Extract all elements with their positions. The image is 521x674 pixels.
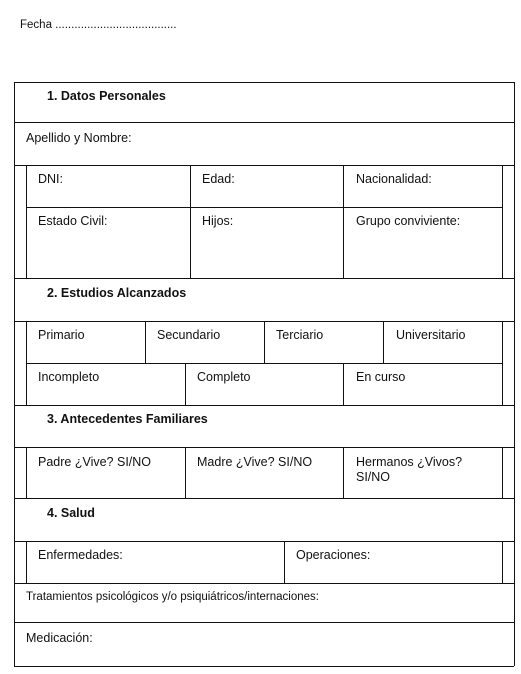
primario-option[interactable]: Primario <box>38 328 85 342</box>
apellido-nombre-field[interactable]: Apellido y Nombre: <box>26 131 132 145</box>
col-divider <box>264 321 265 363</box>
tratamientos-field[interactable]: Tratamientos psicológicos y/o psiquiátricos/internaciones: <box>26 591 319 603</box>
inner-left <box>26 541 27 583</box>
row-divider <box>14 541 514 542</box>
frame-bottom <box>14 666 514 667</box>
col-divider <box>185 447 186 498</box>
row-divider <box>14 583 514 584</box>
completo-option[interactable]: Completo <box>197 370 251 384</box>
inner-right <box>502 447 503 498</box>
row-divider <box>14 498 514 499</box>
nacionalidad-field[interactable]: Nacionalidad: <box>356 172 432 186</box>
hermanos-field[interactable]: Hermanos ¿Vivos? SI/NO <box>356 455 463 484</box>
row-divider <box>14 278 514 279</box>
inner-right <box>502 541 503 583</box>
row-divider <box>14 165 514 166</box>
madre-field[interactable]: Madre ¿Vive? SI/NO <box>197 455 313 469</box>
col-divider <box>284 541 285 583</box>
inner-left <box>26 165 27 278</box>
operaciones-field[interactable]: Operaciones: <box>296 548 371 562</box>
section-title-antecedentes: 3. Antecedentes Familiares <box>47 412 208 426</box>
col-divider <box>185 363 186 405</box>
padre-field[interactable]: Padre ¿Vive? SI/NO <box>38 455 152 469</box>
intake-form <box>14 82 514 666</box>
medicacion-field[interactable]: Medicación: <box>26 631 93 645</box>
frame-top <box>14 82 514 83</box>
row-divider <box>14 447 514 448</box>
section-title-estudios: 2. Estudios Alcanzados <box>47 286 187 300</box>
enfermedades-field[interactable]: Enfermedades: <box>38 548 123 562</box>
col-divider <box>190 165 191 278</box>
grupo-conviviente-field[interactable]: Grupo conviviente: <box>356 214 461 228</box>
row-divider <box>14 122 514 123</box>
secundario-option[interactable]: Secundario <box>157 328 221 342</box>
section-title-salud: 4. Salud <box>47 506 95 520</box>
section-title-datos-personales: 1. Datos Personales <box>47 89 166 103</box>
incompleto-option[interactable]: Incompleto <box>38 370 100 384</box>
row-divider <box>14 405 514 406</box>
col-divider <box>343 165 344 278</box>
col-divider <box>343 447 344 498</box>
row-divider <box>14 622 514 623</box>
inner-right <box>502 165 503 278</box>
hijos-field[interactable]: Hijos: <box>202 214 234 228</box>
col-divider <box>383 321 384 363</box>
dni-field[interactable]: DNI: <box>38 172 63 186</box>
frame-left <box>14 82 15 666</box>
estado-civil-field[interactable]: Estado Civil: <box>38 214 108 228</box>
terciario-option[interactable]: Terciario <box>276 328 324 342</box>
fecha-line: Fecha ...................................... <box>20 19 177 31</box>
row-divider <box>26 363 502 364</box>
col-divider <box>343 363 344 405</box>
row-divider <box>26 207 502 208</box>
edad-field[interactable]: Edad: <box>202 172 235 186</box>
inner-right <box>502 321 503 405</box>
en-curso-option[interactable]: En curso <box>356 370 406 384</box>
frame-right <box>514 82 515 666</box>
inner-left <box>26 447 27 498</box>
universitario-option[interactable]: Universitario <box>396 328 466 342</box>
col-divider <box>145 321 146 363</box>
